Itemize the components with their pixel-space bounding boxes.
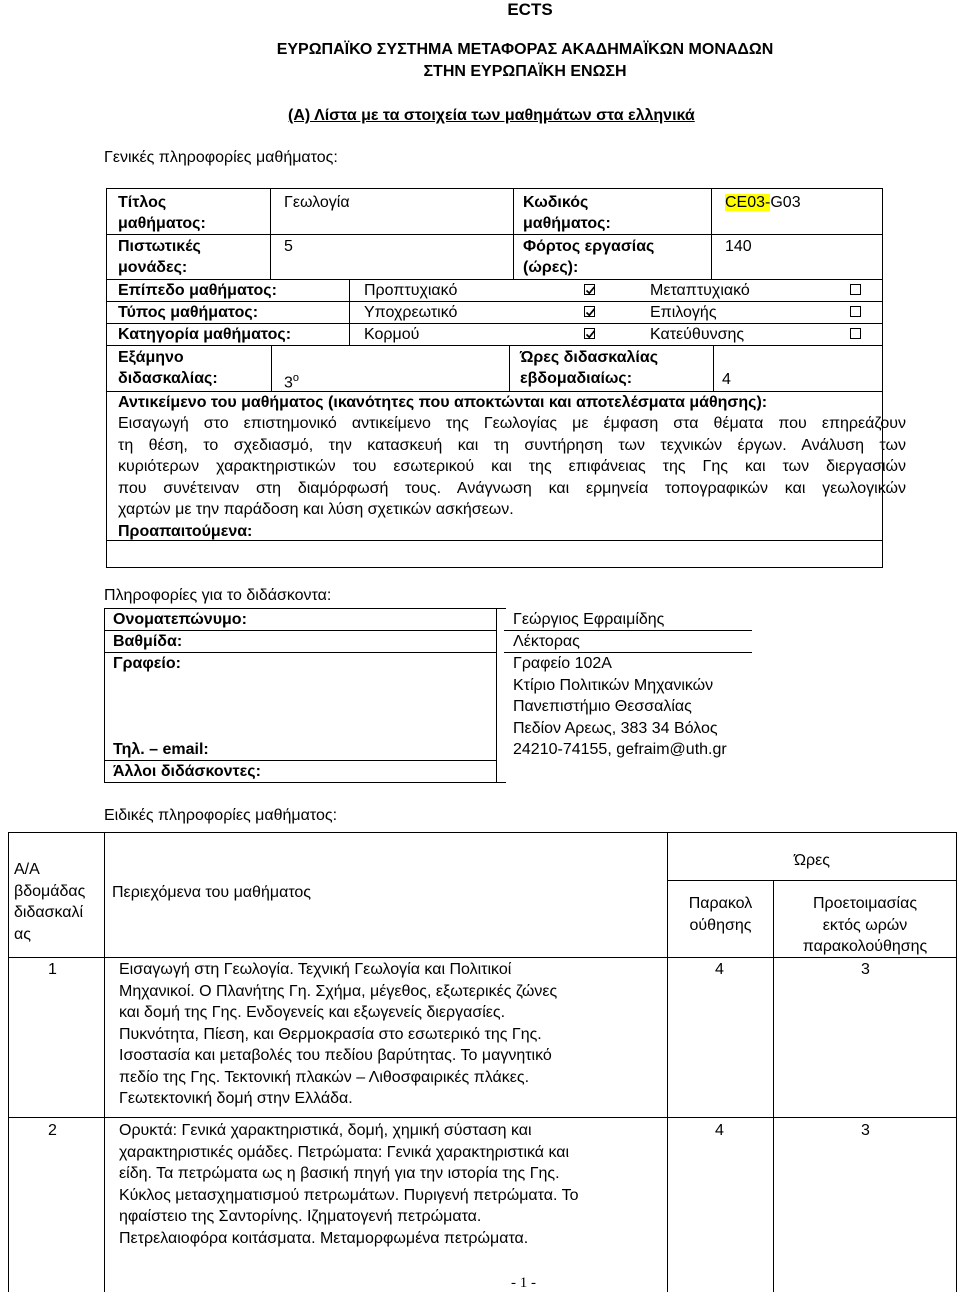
instructor-rank-label: Βαθμίδα: xyxy=(113,633,183,650)
course-code-value: CE03-G03 xyxy=(725,194,801,211)
course-title-label: Τίτλος μαθήματος: xyxy=(118,194,206,232)
instructor-office-label: Γραφείο: xyxy=(113,655,181,672)
level-option-postgrad: Μεταπτυχιακό xyxy=(650,282,750,299)
core-checkbox-checked[interactable] xyxy=(584,328,595,339)
prerequisites-label: Προαπαιτούμενα: xyxy=(118,523,253,540)
instructor-phone-value: 24210-74155, gefraim@uth.gr xyxy=(513,741,727,758)
week-2-attendance-hours: 4 xyxy=(715,1122,724,1139)
category-option-core: Κορμού xyxy=(364,326,420,343)
elective-checkbox[interactable] xyxy=(850,306,861,317)
instructor-name-value: Γεώργιος Εφραιμίδης xyxy=(513,611,665,628)
semester-label: Εξάμηνο διδασκαλίας: xyxy=(118,349,218,387)
doc-title-line2: ΣΤΗΝ ΕΥΡΩΠΑΪΚΗ ΕΝΩΣΗ xyxy=(423,63,627,80)
other-instructors-label: Άλλοι διδάσκοντες: xyxy=(113,763,261,780)
specialization-checkbox[interactable] xyxy=(850,328,861,339)
instructor-name-label: Ονοματεπώνυμο: xyxy=(113,611,247,628)
week-2-contents: Ορυκτά: Γενικά χαρακτηριστικά, δομή, χημική σύσταση και χαρακτηριστικές ομάδες. Πετρώματα: Γενικά χαρακτηριστικά και είδη. Τα πετρώματα ως η βασική πηγή για την ιστορία της Γης. Κύκλος μετασχηματισμού πετρωμάτων. Πυριγενή πετρώματα. Το ηφαίστειο της Σαντορίνης. Ιζηματογενή πετρώματα. Πετρελαιοφόρα κοιτάσματα. Μεταμορφωμένα πετρώματα. xyxy=(119,1122,579,1247)
preparation-hours-header: Προετοιμασίας εκτός ωρών παρακολούθησης xyxy=(802,895,928,955)
weekly-hours-label: Ώρες διδασκαλίας εβδομαδιαίως: xyxy=(520,349,659,387)
type-label: Τύπος μαθήματος: xyxy=(118,304,259,321)
course-title-value: Γεωλογία xyxy=(284,194,350,211)
mandatory-checkbox-checked[interactable] xyxy=(584,306,595,317)
general-info-heading: Γενικές πληροφορίες μαθήματος: xyxy=(104,149,338,166)
contents-header: Περιεχόμενα του μαθήματος xyxy=(112,884,312,901)
credits-value: 5 xyxy=(284,238,293,255)
weekly-hours-value: 4 xyxy=(722,371,731,388)
specific-info-heading: Ειδικές πληροφορίες μαθήματος: xyxy=(104,807,338,824)
doc-subtitle: (Α) Λίστα με τα στοιχεία των μαθημάτων στα ελληνικά xyxy=(288,107,695,124)
page-number: - 1 - xyxy=(511,1275,536,1291)
credits-label: Πιστωτικές μονάδες: xyxy=(118,238,201,276)
doc-title-line1: ΕΥΡΩΠΑΪΚΟ ΣΥΣΤΗΜΑ ΜΕΤΑΦΟΡΑΣ ΑΚΑΔΗΜΑΪΚΩΝ ΜΟΝΑΔΩΝ xyxy=(276,41,774,58)
course-code-label: Κωδικός μαθήματος: xyxy=(523,194,611,232)
level-option-undergrad: Προπτυχιακό xyxy=(364,282,458,299)
week-1-preparation-hours: 3 xyxy=(861,961,870,978)
instructor-office-value: Γραφείο 102Α Κτίριο Πολιτικών Μηχανικών Πανεπιστήμιο Θεσσαλίας Πεδίον Αρεως, 383 34 Βόλος xyxy=(513,655,718,737)
instructor-rank-value: Λέκτορας xyxy=(513,633,580,650)
week-1-attendance-hours: 4 xyxy=(715,961,724,978)
ects-heading: ECTS xyxy=(507,0,553,19)
attendance-hours-header: Παρακολ ούθησης xyxy=(688,895,753,934)
undergrad-checkbox-checked[interactable] xyxy=(584,284,595,295)
week-2-number: 2 xyxy=(48,1122,57,1139)
type-option-elective: Επιλογής xyxy=(650,304,717,321)
week-number-header: Α/Α βδομάδας διδασκαλί ας xyxy=(14,861,86,943)
objectives-label: Αντικείμενο του μαθήματος (ικανότητες που αποκτώνται και αποτελέσματα μάθησης): xyxy=(118,394,768,411)
week-1-number: 1 xyxy=(48,961,57,978)
week-2-preparation-hours: 3 xyxy=(861,1122,870,1139)
category-option-specialization: Κατεύθυνσης xyxy=(650,326,745,343)
category-label: Κατηγορία μαθήματος: xyxy=(118,326,292,343)
semester-value: $3^o$ xyxy=(284,372,300,392)
objectives-text: Εισαγωγή στο επιστημονικό αντικείμενο της Γεωλογίας με έμφαση στα θέματα που επηρεάζουν τη θέση, το σχεδιασμό, την κατασκευή και τη συντήρηση των τεχνικών έργων. Ανάλυση των κυριότερων χαρακτηριστικών του εσωτερικού και της επιφάνειας της Γης και των διεργασιών που συνέτειναν στη διαμόρφωσή τους. Ανάγνωση και ερμηνεία τοπογραφικών και γεωλογικών χαρτών με την παράδοση και λύση σχετικών ασκήσεων. xyxy=(118,415,906,519)
postgrad-checkbox[interactable] xyxy=(850,284,861,295)
type-option-mandatory: Υποχρεωτικό xyxy=(364,304,458,321)
course-code-highlight: CE03- xyxy=(725,194,771,211)
workload-label: Φόρτος εργασίας (ώρες): xyxy=(523,238,655,276)
instructor-phone-label: Τηλ. – email: xyxy=(113,741,209,758)
workload-value: 140 xyxy=(725,238,752,255)
week-1-contents: Εισαγωγή στη Γεωλογία. Τεχνική Γεωλογία και Πολιτικοί Μηχανικοί. Ο Πλανήτης Γη. Σχήμα, μέγεθος, εξωτερικές ζώνες και δομή της Γης. Ενδογενείς και εξωγενείς διεργασίες. Πυκνότητα, Πίεση, και Θερμοκρασία στο εσωτερικό της Γης. Ισοστασία και μεταβολές του πεδίου βαρύτητας. Το μαγνητικό πεδίο της Γης. Τεκτονική πλακών – Λιθοσφαιρικές πλάκες. Γεωτεκτονική δομή στην Ελλάδα. xyxy=(119,961,558,1107)
hours-header: Ώρες xyxy=(794,852,830,869)
instructor-info-heading: Πληροφορίες για το διδάσκοντα: xyxy=(104,587,332,604)
level-label: Επίπεδο μαθήματος: xyxy=(118,282,277,299)
